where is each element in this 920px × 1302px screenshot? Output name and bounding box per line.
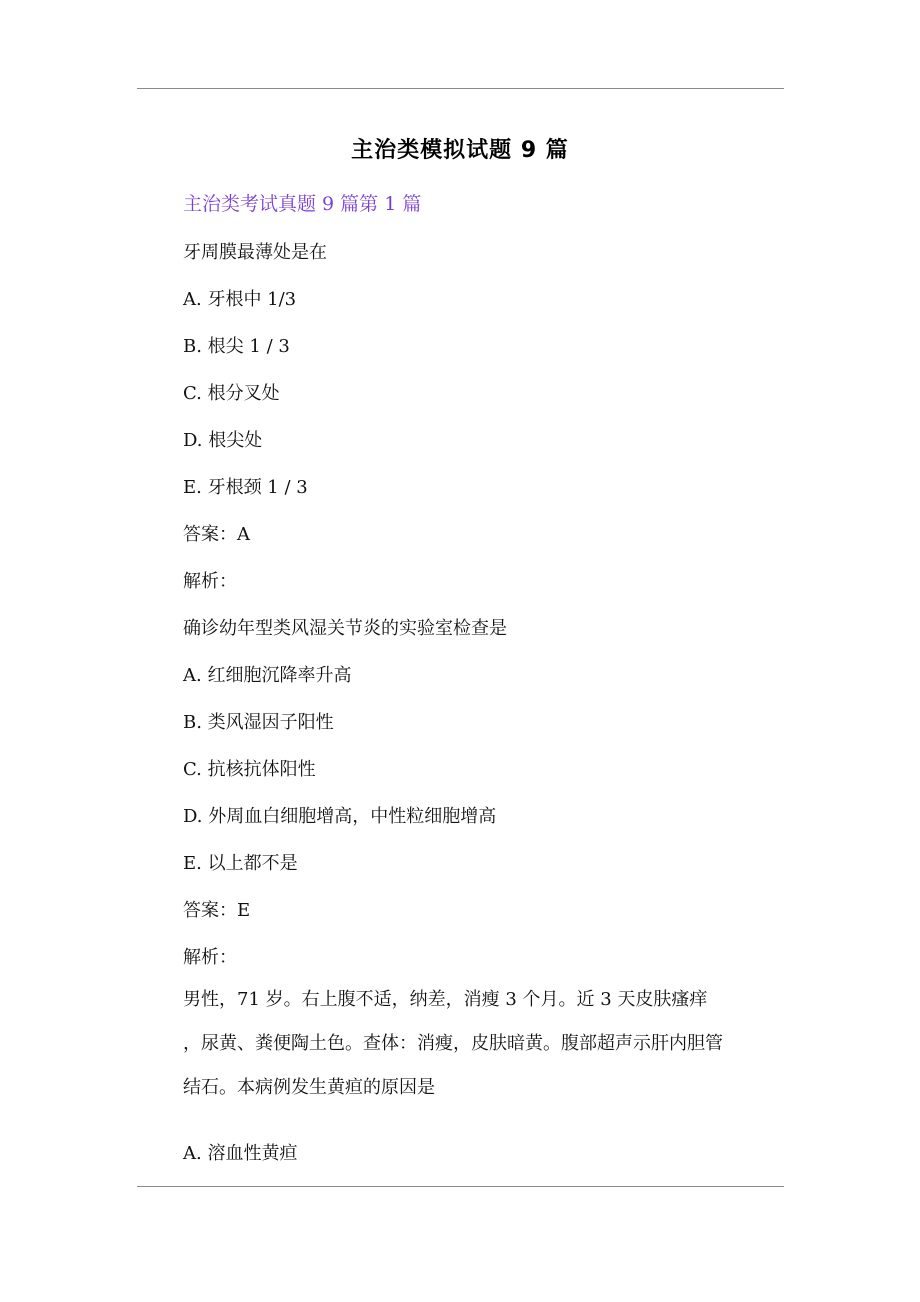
question-3-stem-line: 男性，71 岁。右上腹不适，纳差，消瘦 3 个月。近 3 天皮肤瘙痒: [183, 989, 708, 1010]
question-2-analysis: 解析：: [183, 947, 237, 968]
question-1-option-a: A. 牙根中 1/3: [183, 289, 297, 310]
question-1-option-c: C. 根分叉处: [183, 383, 280, 404]
question-2-stem: 确诊幼年型类风湿关节炎的实验室检查是: [183, 618, 507, 639]
question-3-stem-line: ，尿黄、粪便陶土色。查体：消瘦，皮肤暗黄。腹部超声示肝内胆管: [183, 1033, 723, 1054]
question-1-option-d: D. 根尖处: [183, 430, 263, 451]
document-title: 主治类模拟试题 9 篇: [351, 138, 569, 163]
question-2-option-a: A. 红细胞沉降率升高: [183, 665, 352, 686]
question-2-option-b: B. 类风湿因子阳性: [183, 712, 334, 733]
footer-rule: [137, 1186, 784, 1187]
question-2-option-e: E. 以上都不是: [183, 853, 298, 874]
question-1-analysis: 解析：: [183, 571, 237, 592]
question-1-option-e: E. 牙根颈 1 / 3: [183, 477, 308, 498]
question-1-option-b: B. 根尖 1 / 3: [183, 336, 290, 357]
question-2-option-d: D. 外周血白细胞增高，中性粒细胞增高: [183, 806, 497, 827]
question-3-stem-line: 结石。本病例发生黄疸的原因是: [183, 1077, 435, 1098]
question-2-answer: 答案：E: [183, 900, 251, 921]
section-heading: 主治类考试真题 9 篇第 1 篇: [183, 193, 422, 215]
question-1-answer: 答案：A: [183, 524, 250, 545]
question-2-option-c: C. 抗核抗体阳性: [183, 759, 316, 780]
header-rule: [137, 88, 784, 89]
question-3-stem: [183, 978, 788, 1110]
question-1-stem: 牙周膜最薄处是在: [183, 242, 327, 263]
question-3-option-a: A. 溶血性黄疸: [183, 1143, 298, 1164]
